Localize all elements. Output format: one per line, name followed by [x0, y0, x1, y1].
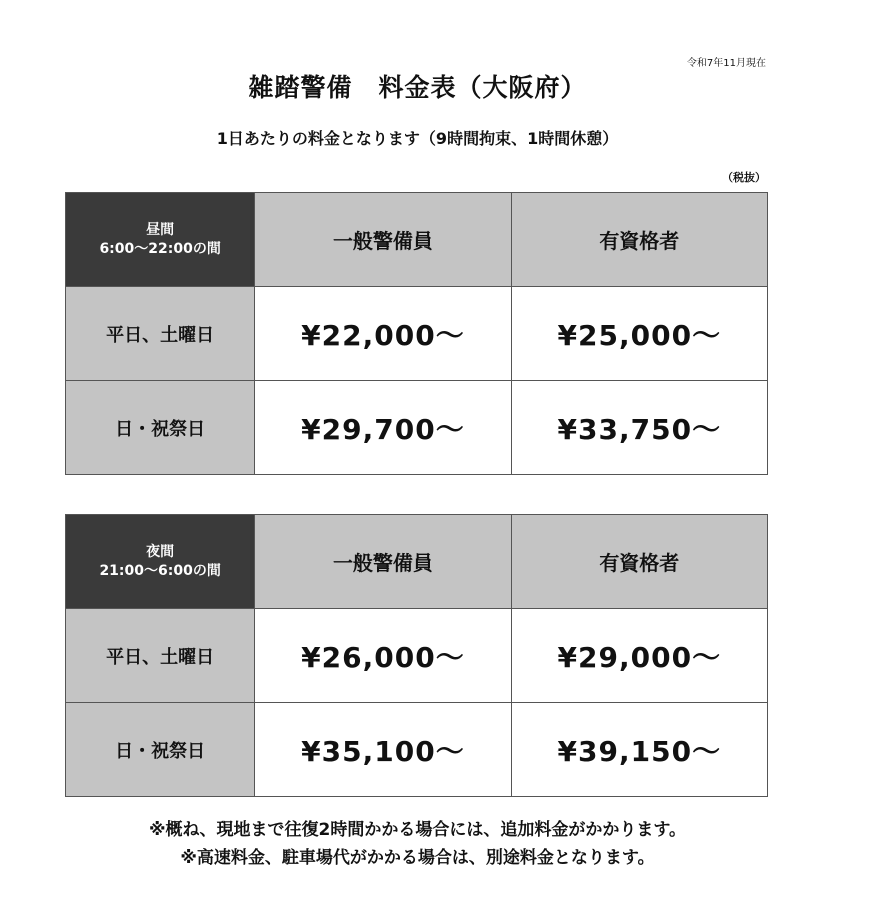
period-cell	[66, 193, 255, 287]
period-label: 夜間	[146, 543, 175, 560]
price-general: ¥22,000〜	[255, 287, 511, 381]
footnotes	[0, 816, 835, 872]
footnote: ※概ね、現地まで往復2時間かかる場合には、追加料金がかかります。	[149, 820, 686, 840]
period-hours: 6:00〜22:00の間	[99, 240, 221, 257]
table-row	[66, 703, 768, 797]
daytime-price-table	[65, 192, 768, 475]
table-row	[66, 287, 768, 381]
period-label: 昼間	[146, 221, 175, 238]
column-header-general: 一般警備員	[255, 515, 511, 609]
nighttime-price-table	[65, 514, 768, 797]
price-qualified: ¥39,150〜	[511, 703, 767, 797]
page-title: 雑踏警備 料金表（大阪府）	[248, 73, 587, 102]
price-qualified: ¥29,000〜	[511, 609, 767, 703]
column-header-qualified: 有資格者	[511, 193, 767, 287]
row-label: 日・祝祭日	[66, 381, 255, 475]
tax-note: （税抜）	[722, 171, 766, 184]
price-general: ¥35,100〜	[255, 703, 511, 797]
table-row	[66, 381, 768, 475]
price-qualified: ¥33,750〜	[511, 381, 767, 475]
price-general: ¥26,000〜	[255, 609, 511, 703]
as-of-date: 令和7年11月現在	[686, 58, 766, 69]
period-cell	[66, 515, 255, 609]
column-header-general: 一般警備員	[255, 193, 511, 287]
table-header-row	[66, 193, 768, 287]
row-label: 日・祝祭日	[66, 703, 255, 797]
page-subtitle: 1日あたりの料金となります（9時間拘束、1時間休憩）	[216, 129, 619, 148]
row-label: 平日、土曜日	[66, 609, 255, 703]
row-label: 平日、土曜日	[66, 287, 255, 381]
period-hours: 21:00〜6:00の間	[99, 562, 221, 579]
column-header-qualified: 有資格者	[511, 515, 767, 609]
price-general: ¥29,700〜	[255, 381, 511, 475]
table-row	[66, 609, 768, 703]
footnote: ※高速料金、駐車場代がかかる場合は、別途料金となります。	[180, 848, 655, 868]
price-qualified: ¥25,000〜	[511, 287, 767, 381]
table-header-row	[66, 515, 768, 609]
